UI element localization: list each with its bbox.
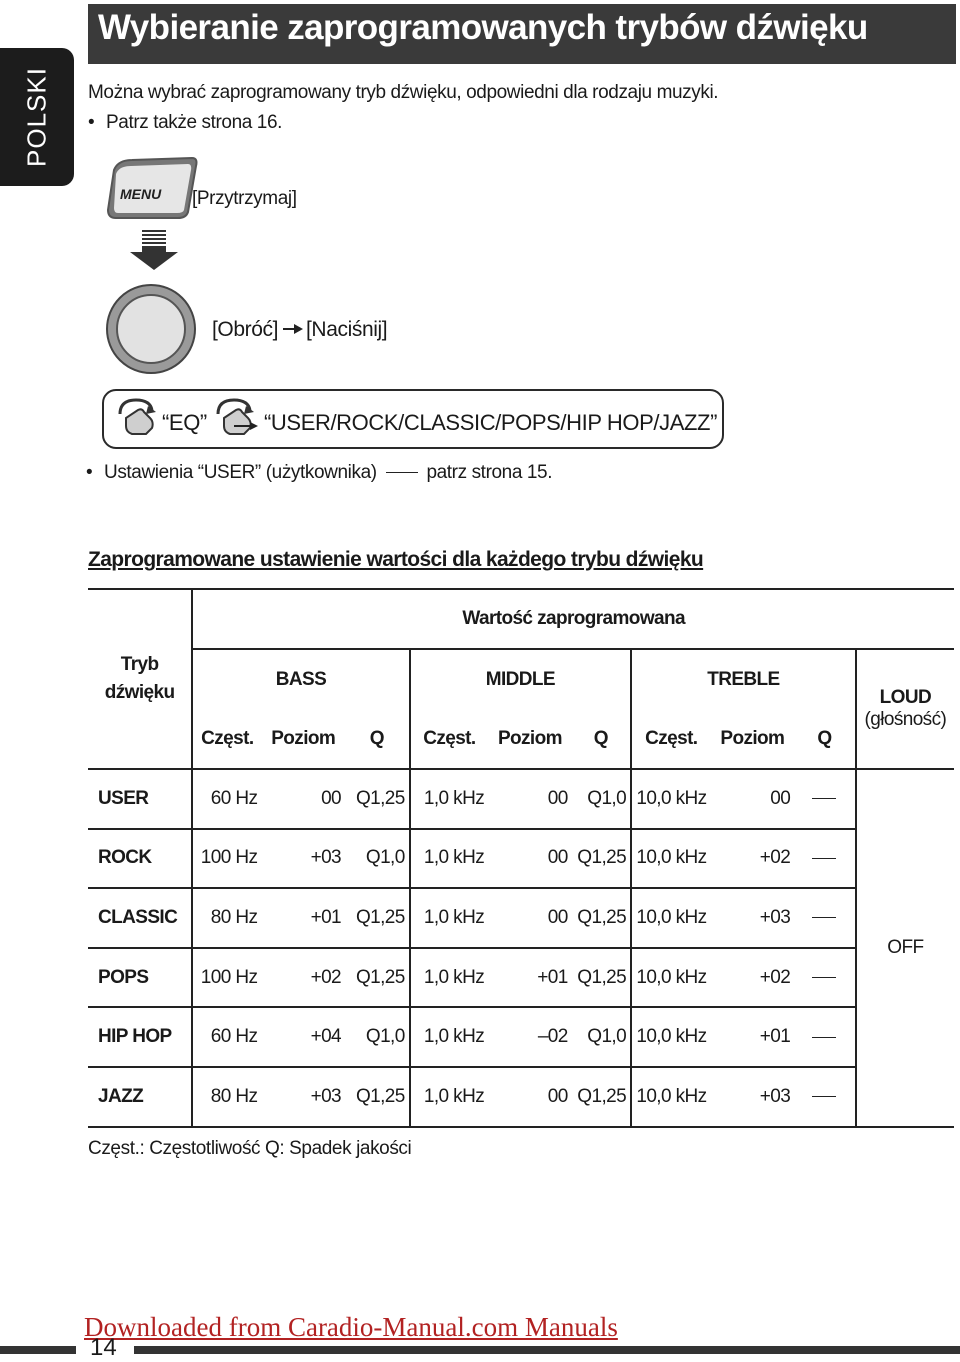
see-also-note: • Patrz także strona 16.	[106, 112, 282, 134]
treble-freq-cell: 10,0 kHz	[631, 948, 710, 1008]
bass-q-cell: Q1,0	[345, 829, 410, 889]
dash-separator	[386, 472, 418, 473]
bass-q-cell: Q1,25	[345, 1067, 410, 1127]
not-applicable-dash	[812, 1037, 836, 1038]
treble-freq-cell: 10,0 kHz	[631, 769, 710, 829]
middle-level-cell: 00	[488, 888, 572, 948]
middle-q-cell: Q1,0	[572, 1007, 631, 1067]
bass-level-cell: +01	[261, 888, 345, 948]
table-row	[88, 948, 954, 1008]
bass-freq-cell: 100 Hz	[192, 829, 261, 889]
bass-level-cell: +04	[261, 1007, 345, 1067]
section-heading: Zaprogramowane ustawienie wartości dla każdego trybu dźwięku	[88, 548, 704, 571]
mode-header	[88, 589, 192, 769]
treble-freq-cell: 10,0 kHz	[631, 1007, 710, 1067]
treble-q-cell	[794, 948, 856, 1008]
bass-level-cell: +03	[261, 1067, 345, 1127]
not-applicable-dash	[812, 1096, 836, 1097]
middle-level-cell: 00	[488, 1067, 572, 1127]
middle-header: MIDDLE	[410, 649, 631, 709]
table-row	[88, 1067, 954, 1127]
page-title: Wybieranie zaprogramowanych trybów dźwięku	[98, 8, 868, 47]
table-row	[88, 1007, 954, 1067]
loud-value-cell: OFF	[856, 769, 954, 1127]
treble-header: TREBLE	[631, 649, 856, 709]
user-note-prefix: Ustawienia “USER” (użytkownika)	[104, 462, 377, 483]
table-row	[88, 769, 954, 829]
loud-header	[856, 649, 954, 769]
treble-freq-cell: 10,0 kHz	[631, 888, 710, 948]
bass-level-cell: 00	[261, 769, 345, 829]
mode-cell: JAZZ	[88, 1067, 192, 1127]
table-row	[88, 829, 954, 889]
middle-freq-cell: 1,0 kHz	[410, 769, 488, 829]
middle-freq-cell: 1,0 kHz	[410, 1007, 488, 1067]
download-link[interactable]: Downloaded from Caradio-Manual.com Manuals	[84, 1312, 618, 1342]
menu-button-icon	[104, 156, 200, 222]
intro-text: Można wybrać zaprogramowany tryb dźwięku, odpowiedni dla rodzaju muzyki.	[88, 82, 719, 103]
treble-q-cell	[794, 1007, 856, 1067]
sub-header-freq: Częst.	[192, 709, 261, 769]
press-instruction: [Naciśnij]	[306, 318, 388, 341]
preset-header: Wartość zaprogramowana	[192, 589, 954, 649]
loud-header-label: LOUD	[879, 687, 932, 708]
not-applicable-dash	[812, 977, 836, 978]
bass-header: BASS	[192, 649, 409, 709]
middle-level-cell: +01	[488, 948, 572, 1008]
sub-header-level: Poziom	[261, 709, 345, 769]
sub-header-freq: Częst.	[631, 709, 710, 769]
treble-level-cell: +02	[711, 948, 795, 1008]
bass-freq-cell: 60 Hz	[192, 1007, 261, 1067]
middle-q-cell: Q1,25	[572, 829, 631, 889]
middle-level-cell: –02	[488, 1007, 572, 1067]
control-dial-icon	[105, 283, 197, 375]
bass-freq-cell: 80 Hz	[192, 888, 261, 948]
mode-cell: ROCK	[88, 829, 192, 889]
turn-instruction: [Obróć]	[212, 318, 279, 341]
language-tab	[0, 48, 74, 186]
sub-header-q: Q	[794, 709, 856, 769]
user-note-suffix: patrz strona 15.	[426, 462, 553, 483]
hold-instruction: [Przytrzymaj]	[192, 188, 297, 209]
treble-freq-cell: 10,0 kHz	[631, 1067, 710, 1127]
mode-header-label: Tryb dźwięku	[104, 654, 175, 703]
arrow-down-icon	[128, 228, 180, 272]
language-label: POLSKI	[21, 67, 52, 167]
bass-freq-cell: 100 Hz	[192, 948, 261, 1008]
bass-level-cell: +03	[261, 829, 345, 889]
treble-level-cell: +01	[711, 1007, 795, 1067]
table-legend: Częst.: Częstotliwość Q: Spadek jakości	[88, 1138, 412, 1159]
footer-rule	[0, 1346, 960, 1354]
title-bar	[88, 4, 956, 64]
not-applicable-dash	[812, 917, 836, 918]
middle-level-cell: 00	[488, 769, 572, 829]
sound-modes-list: “USER/ROCK/CLASSIC/POPS/HIP HOP/JAZZ”	[264, 410, 717, 435]
treble-level-cell: +03	[711, 1067, 795, 1127]
not-applicable-dash	[812, 798, 836, 799]
loud-header-sub: (głośność)	[864, 709, 947, 730]
treble-q-cell	[794, 769, 856, 829]
sub-header-freq: Częst.	[410, 709, 488, 769]
bass-freq-cell: 80 Hz	[192, 1067, 261, 1127]
sub-header-q: Q	[345, 709, 410, 769]
mode-cell: USER	[88, 769, 192, 829]
mode-cell: CLASSIC	[88, 888, 192, 948]
treble-q-cell	[794, 1067, 856, 1127]
treble-level-cell: +03	[711, 888, 795, 948]
turn-hand-icon	[116, 396, 162, 436]
middle-q-cell: Q1,25	[572, 1067, 631, 1127]
bass-q-cell: Q1,0	[345, 1007, 410, 1067]
bass-q-cell: Q1,25	[345, 888, 410, 948]
middle-freq-cell: 1,0 kHz	[410, 948, 488, 1008]
bass-freq-cell: 60 Hz	[192, 769, 261, 829]
middle-freq-cell: 1,0 kHz	[410, 1067, 488, 1127]
mode-cell: POPS	[88, 948, 192, 1008]
table-row	[88, 888, 954, 948]
eq-option: “EQ”	[162, 410, 207, 435]
bass-level-cell: +02	[261, 948, 345, 1008]
bass-q-cell: Q1,25	[345, 769, 410, 829]
middle-q-cell: Q1,25	[572, 948, 631, 1008]
press-hand-icon	[214, 396, 260, 436]
middle-q-cell: Q1,25	[572, 888, 631, 948]
preset-values-table	[88, 588, 954, 1128]
sub-header-level: Poziom	[711, 709, 795, 769]
treble-q-cell	[794, 888, 856, 948]
middle-freq-cell: 1,0 kHz	[410, 888, 488, 948]
treble-level-cell: 00	[711, 769, 795, 829]
middle-level-cell: 00	[488, 829, 572, 889]
arrow-right-icon	[282, 322, 304, 336]
sub-header-level: Poziom	[488, 709, 572, 769]
middle-q-cell: Q1,0	[572, 769, 631, 829]
mode-cell: HIP HOP	[88, 1007, 192, 1067]
not-applicable-dash	[812, 858, 836, 859]
menu-button-label: MENU	[120, 186, 162, 202]
user-settings-note	[104, 462, 552, 484]
middle-freq-cell: 1,0 kHz	[410, 829, 488, 889]
treble-level-cell: +02	[711, 829, 795, 889]
treble-q-cell	[794, 829, 856, 889]
treble-freq-cell: 10,0 kHz	[631, 829, 710, 889]
sub-header-q: Q	[572, 709, 631, 769]
page-number: 14	[90, 1334, 117, 1361]
bass-q-cell: Q1,25	[345, 948, 410, 1008]
